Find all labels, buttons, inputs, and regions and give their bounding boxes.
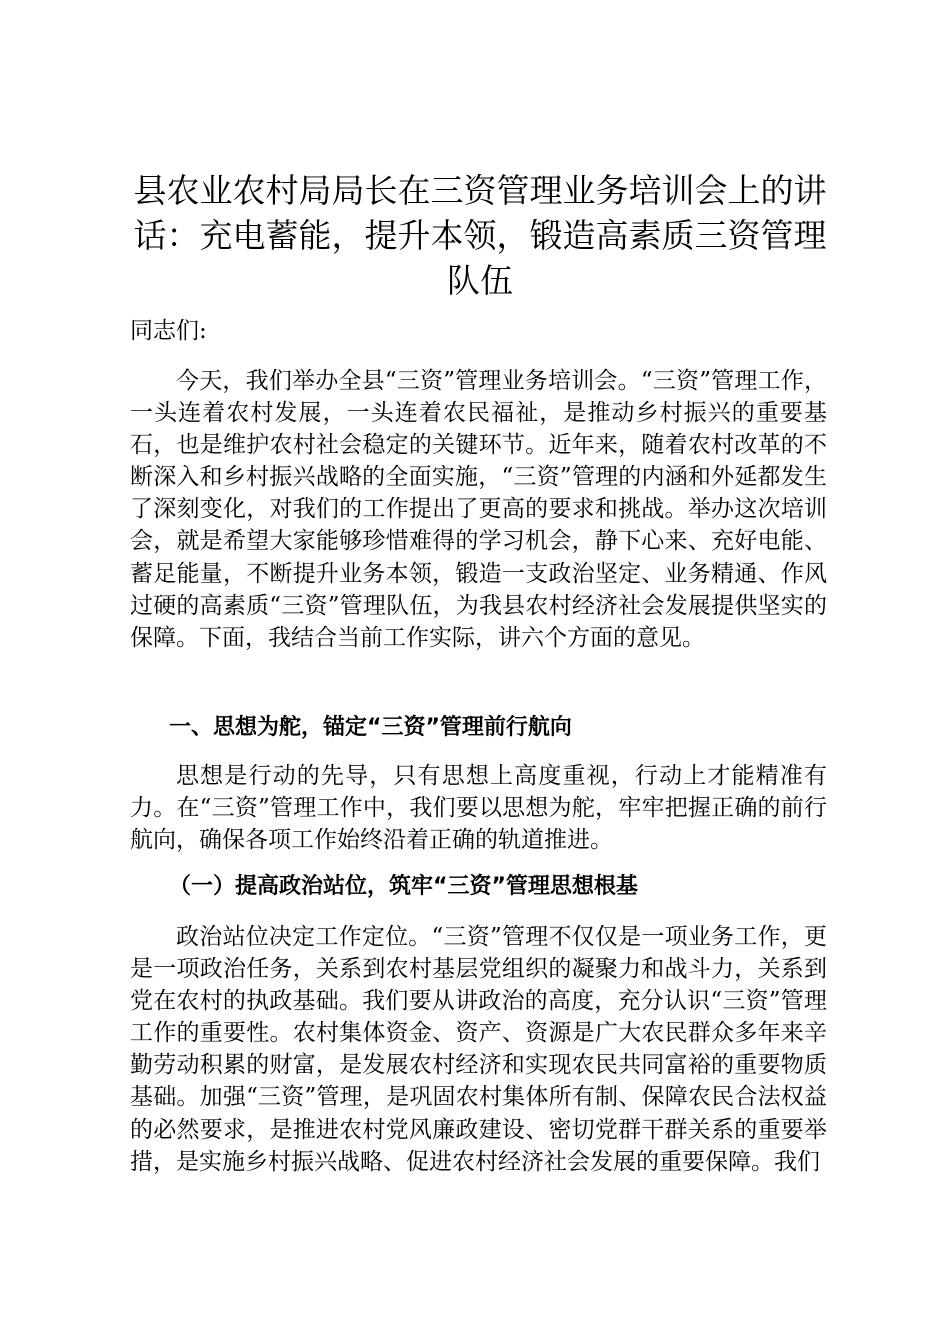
document-title: 县农业农村局局长在三资管理业务培训会上的讲话：充电蓄能，提升本领，锻造高素质三资管理队伍 (133, 171, 827, 300)
paragraph-section-1: 思想是行动的先导，只有思想上高度重视，行动上才能精准有力。在“三资”管理工作中，我们要以思想为舵，牢牢把握正确的前行航向，确保各项工作始终沿着正确的轨道推进。 (130, 763, 827, 854)
salutation: 同志们: (130, 318, 207, 344)
paragraph-intro: 今天，我们举办全县“三资”管理业务培训会。“三资”管理工作，一头连着农村发展，一头连着农民福祉，是推动乡村振兴的重要基石，也是维护农村社会稳定的关键环节。近年来，随着农村改革的不断深入和乡村振兴战略的全面实施，“三资”管理的内涵和外延都发生了深刻变化，对我们的工作提出了更高的要求和挑战。举办这次培训会，就是希望大家能够珍惜难得的学习机会，静下心来、充好电能、蓄足能量，不断提升业务本领，锻造一支政治坚定、业务精通、作风过硬的高素质“三资”管理队伍，为我县农村经济社会发展提供坚实的保障。下面，我结合当前工作实际，讲六个方面的意见。 (130, 368, 827, 651)
paragraph-subsection-1: 政治站位决定工作定位。“三资”管理不仅仅是一项业务工作，更是一项政治任务，关系到农村基层党组织的凝聚力和战斗力，关系到党在农村的执政基础。我们要从讲政治的高度，充分认识“三资”管理工作的重要性。农村集体资金、资产、资源是广大农民群众多年来辛勤劳动积累的财富，是发展农村经济和实现农民共同富裕的重要物质基础。加强“三资”管理，是巩固农村集体所有制、保障农民合法权益的必然要求，是推进农村党风廉政建设、密切党群干群关系的重要举措，是实施乡村振兴战略、促进农村经济社会发展的重要保障。我们 (130, 924, 827, 1175)
subsection-heading-1: （一）提高政治站位，筑牢“三资”管理思想根基 (169, 874, 638, 899)
section-heading-1: 一、思想为舵，锚定“三资”管理前行航向 (169, 715, 572, 740)
